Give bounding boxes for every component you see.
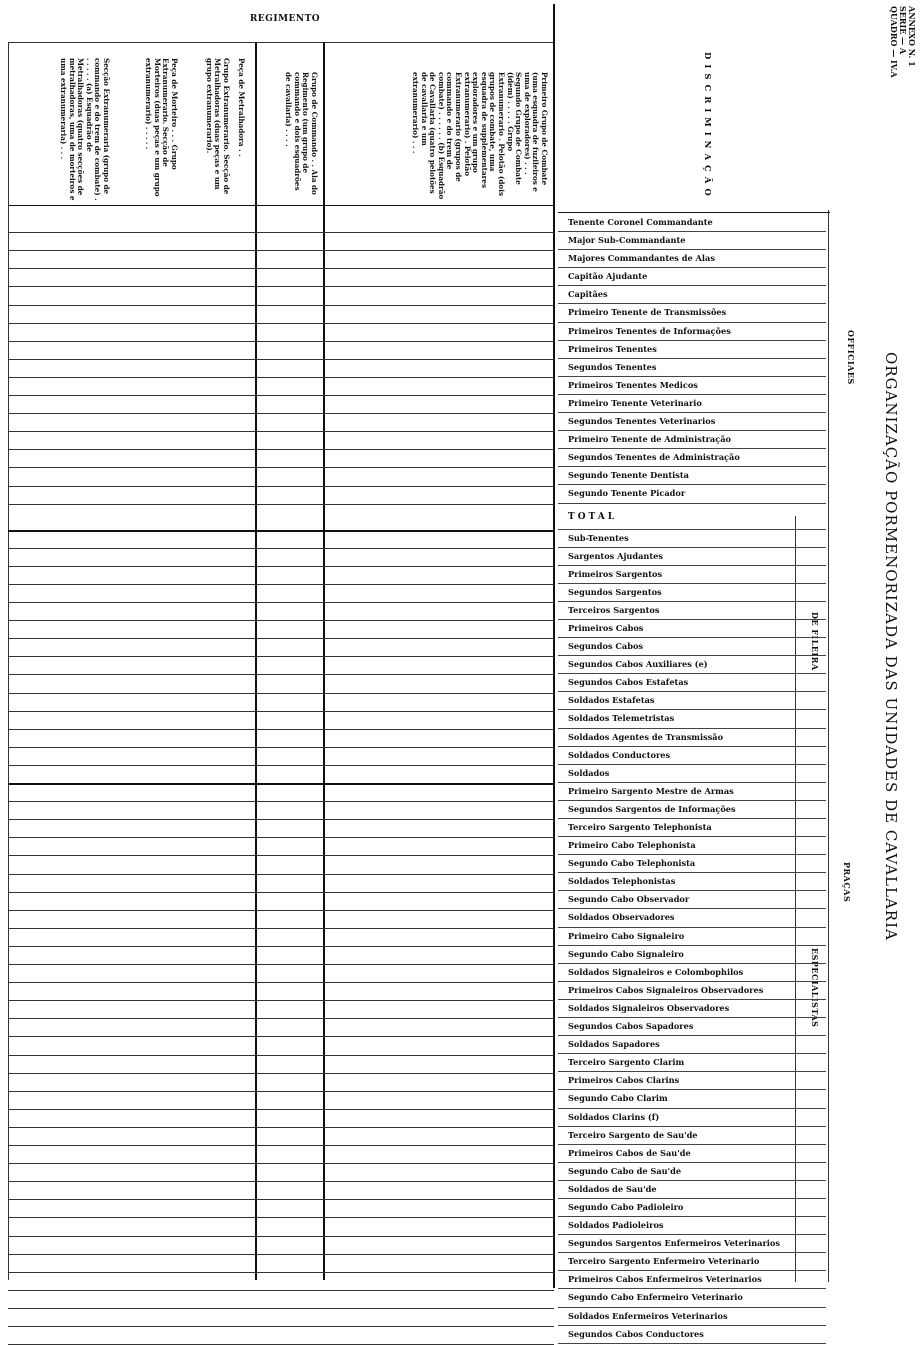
annex-label <box>889 6 916 78</box>
table-row-line <box>8 1036 554 1037</box>
table-row-line <box>8 982 554 983</box>
rank-row: Segundo Cabo Telephonista <box>558 855 826 873</box>
table-row-line <box>8 486 554 487</box>
table-row-line <box>8 1055 554 1056</box>
rank-row: Terceiro Sargento Telephonista <box>558 819 826 837</box>
rank-row: Sargentos Ajudantes <box>558 548 826 566</box>
group-label-pracas: PRAÇAS <box>842 862 852 903</box>
table-row-line <box>8 250 554 251</box>
rank-row: Segundos Sargentos Enfermeiros Veterinarios <box>558 1235 826 1253</box>
rank-row: Soldados Telephonistas <box>558 873 826 891</box>
table-row-line <box>8 1091 554 1092</box>
rank-row: Primeiros Tenentes <box>558 341 826 359</box>
rank-row: Segundos Tenentes Veterinarios <box>558 413 826 431</box>
table-row-line <box>8 1127 554 1128</box>
column-header-mg-squadron: Secção Extranumeraria (grupo de commando e do trem de combate) . . . . . . (a) Esquadrão de Metralhadoras (quatro secções de metralhadoras, uma de morteiros e uma extranumeraria) . . . <box>59 58 111 201</box>
rank-row: Soldados de Sau'de <box>558 1181 826 1199</box>
table-row-line <box>8 656 554 657</box>
table-row-line <box>8 232 554 233</box>
table-row-line <box>8 341 554 342</box>
table-row-line <box>8 1000 554 1001</box>
rank-row: Segundo Cabo Clarim <box>558 1090 826 1108</box>
table-row-line <box>8 674 554 675</box>
rank-row: Segundo Cabo de Sau'de <box>558 1163 826 1181</box>
rank-row: Soldados <box>558 765 826 783</box>
group-label-officers: OFFICIAES <box>846 330 856 385</box>
center-divider-line <box>553 4 555 1288</box>
table-row-line <box>8 620 554 621</box>
discriminacao-header: DISCRIMINAÇÃO <box>702 52 712 201</box>
column-divider-2 <box>323 42 325 1280</box>
table-row-line <box>8 584 554 585</box>
rank-row: Soldados Padioleiros <box>558 1217 826 1235</box>
table-row-line <box>8 431 554 432</box>
rank-row: Segundos Cabos Estafetas <box>558 674 826 692</box>
table-row-line <box>8 928 554 929</box>
rank-row: Soldados Agentes de Transmissão <box>558 729 826 747</box>
annex-line-2: SERIE — A <box>898 6 908 55</box>
rank-row: Primeiros Tenentes Medicos <box>558 377 826 395</box>
table-row-line <box>8 548 554 549</box>
table-row-line <box>8 855 554 856</box>
table-row-line <box>8 359 554 360</box>
rank-row: Primeiros Cabos Clarins <box>558 1072 826 1090</box>
rank-row: Segundos Tenentes de Administração <box>558 449 826 467</box>
rank-row: Soldados Clarins (f) <box>558 1109 826 1127</box>
table-row-line <box>8 1181 554 1182</box>
table-row-line <box>8 449 554 450</box>
rank-row: Segundo Cabo Enfermeiro Veterinario <box>558 1289 826 1307</box>
table-row-line <box>8 747 554 748</box>
column-header-bottom-line <box>8 205 554 206</box>
table-row-line <box>8 729 554 730</box>
table-row-line <box>8 819 554 820</box>
table-row-line <box>8 377 554 378</box>
column-header-mortar-section: Peça de Morteiro . . . Grupo Extranumerario. Secção de Morteiros (duas peças e um grupo extranumerario) . . . . . <box>144 58 179 197</box>
rank-row: Soldados Sapadores <box>558 1036 826 1054</box>
table-row-line <box>8 1163 554 1164</box>
rank-row: Soldados Enfermeiros Veterinarios <box>558 1308 826 1326</box>
table-row-line <box>8 638 554 639</box>
table-row-line <box>8 1018 554 1019</box>
rank-row: Primeiro Sargento Mestre de Armas <box>558 783 826 801</box>
table-row-line <box>8 413 554 414</box>
table-row-line <box>8 286 554 287</box>
table-row-line <box>8 783 554 785</box>
rank-row: Primeiros Cabos Signaleiros Observadores <box>558 982 826 1000</box>
table-row-line <box>8 711 554 712</box>
table-row-line <box>8 837 554 838</box>
rank-row: Segundo Tenente Dentista <box>558 467 826 485</box>
rank-row: Primeiro Tenente de Administração <box>558 431 826 449</box>
rank-row: Segundos Cabos Conductores <box>558 1326 826 1344</box>
rank-row: Primeiro Tenente de Transmissões <box>558 304 826 322</box>
table-row-line <box>8 268 554 269</box>
document-main-title: ORGANIZAÇÃO PORMENORIZADA DAS UNIDADES DE CAVALLARIA <box>882 352 900 941</box>
group-label-rank-and-file: DE FILEIRA <box>810 612 820 671</box>
table-row-line <box>8 693 554 694</box>
table-row-line <box>8 1145 554 1146</box>
rank-row: Majores Commandantes de Alas <box>558 250 826 268</box>
rank-row: Segundos Sargentos de Informações <box>558 801 826 819</box>
table-row-line <box>8 910 554 911</box>
table-row-line <box>8 602 554 603</box>
rank-row: Terceiro Sargento Clarim <box>558 1054 826 1072</box>
rank-row: Primeiros Cabos Enfermeiros Veterinarios <box>558 1271 826 1289</box>
table-row-line <box>8 323 554 324</box>
rank-row: Segundo Cabo Padioleiro <box>558 1199 826 1217</box>
rank-row: Segundos Sargentos <box>558 584 826 602</box>
frame-left-line <box>8 42 9 1280</box>
column-header-mg-section: Grupo Extranumerario. Secção de Metralhadoras (duas peças e um grupo extranumerario). <box>204 58 231 195</box>
rank-list-top-line <box>558 212 830 213</box>
annex-line-3: QUADRO — IV.A <box>889 6 899 78</box>
column-divider-1 <box>255 42 257 1280</box>
rank-row: Major Sub-Commandante <box>558 232 826 250</box>
rank-row: TOTAL <box>558 504 826 530</box>
table-row-line <box>8 1290 554 1291</box>
rank-row: Sub-Tenentes <box>558 530 826 548</box>
column-header-machine-gun: Peça de Metralhadora . . <box>237 58 246 157</box>
rank-row: Capitão Ajudante <box>558 268 826 286</box>
table-row-line <box>8 964 554 965</box>
frame-top-line <box>8 42 554 43</box>
table-row-line <box>8 892 554 893</box>
table-row-line <box>8 530 554 532</box>
rank-row: Segundos Cabos Auxiliares (e) <box>558 656 826 674</box>
rank-row: Soldados Telemetristas <box>558 710 826 728</box>
rank-row: Terceiro Sargento de Sau'de <box>558 1127 826 1145</box>
table-row-line <box>8 801 554 802</box>
column-header-cavalry-squadron: Primeiro Grupo de Combate (uma esquadra de fuzileiros e uma de exploradores) . . . Segundo Grupo de Combate (idem) . . . . . Grupo Extranumerario . Pelotão (dois grupos de combate, uma esquadra de supplementares exploradores e um grupo extranumerario) . Pelotão Extranumerario (grupos de commando e do trem de combate) . . . . . . (b) Esquadrão de Cavallaria (quatro pelotões de cavallaria e um extranumerario) . . . <box>411 72 549 200</box>
table-row-line <box>8 1254 554 1255</box>
rank-row: Segundo Tenente Picador <box>558 485 826 503</box>
rank-row: Segundos Cabos Sapadores <box>558 1018 826 1036</box>
right-panel-divider-line <box>828 210 829 1282</box>
table-row-line <box>8 765 554 766</box>
rank-row: Tenente Coronel Commandante <box>558 214 826 232</box>
table-row-line <box>8 395 554 396</box>
table-row-line <box>8 946 554 947</box>
table-row-line <box>8 1109 554 1110</box>
rank-row: Segundo Cabo Observador <box>558 891 826 909</box>
rank-row: Soldados Signaleiros Observadores <box>558 1000 826 1018</box>
table-row-line <box>8 1326 554 1327</box>
table-row-line <box>8 1199 554 1200</box>
rank-row: Soldados Conductores <box>558 747 826 765</box>
rank-row: Primeiros Sargentos <box>558 566 826 584</box>
rank-row: Primeiros Cabos <box>558 620 826 638</box>
table-row-line <box>8 1272 554 1273</box>
rank-row: Capitães <box>558 286 826 304</box>
rank-row: Primeiros Cabos de Sau'de <box>558 1145 826 1163</box>
rank-row: Segundo Cabo Signaleiro <box>558 946 826 964</box>
rank-row: Segundos Cabos <box>558 638 826 656</box>
rank-row: Soldados Signaleiros e Colombophilos <box>558 964 826 982</box>
column-header-command-group: Grupo de Commando . . Ala do Regimento (um grupo de commando e dois esquadrões de cavallaria) . . . . <box>284 72 319 195</box>
table-row-line <box>8 305 554 306</box>
rank-row: Soldados Estafetas <box>558 692 826 710</box>
table-row-line <box>8 1073 554 1074</box>
rank-row: Primeiro Cabo Telephonista <box>558 837 826 855</box>
regiment-title: REGIMENTO <box>249 14 321 24</box>
table-row-line <box>8 1308 554 1309</box>
table-row-line <box>8 504 554 505</box>
table-row-line <box>8 1236 554 1237</box>
rank-row: Primeiros Tenentes de Informações <box>558 323 826 341</box>
table-row-line <box>8 874 554 875</box>
rank-row: Segundos Tenentes <box>558 359 826 377</box>
table-row-line <box>8 1217 554 1218</box>
rank-row: Terceiros Sargentos <box>558 602 826 620</box>
group-label-specialists: ESPECIALISTAS <box>810 948 820 1028</box>
rank-row: Primeiro Cabo Signaleiro <box>558 928 826 946</box>
annex-line-1: ANNEXO N. 1 <box>907 6 917 67</box>
table-row-line <box>8 566 554 567</box>
rank-list <box>558 214 826 1344</box>
rank-row: Soldados Observadores <box>558 909 826 927</box>
rank-row: Primeiro Tenente Veterinario <box>558 395 826 413</box>
table-row-line <box>8 467 554 468</box>
rank-row: Terceiro Sargento Enfermeiro Veterinario <box>558 1253 826 1271</box>
